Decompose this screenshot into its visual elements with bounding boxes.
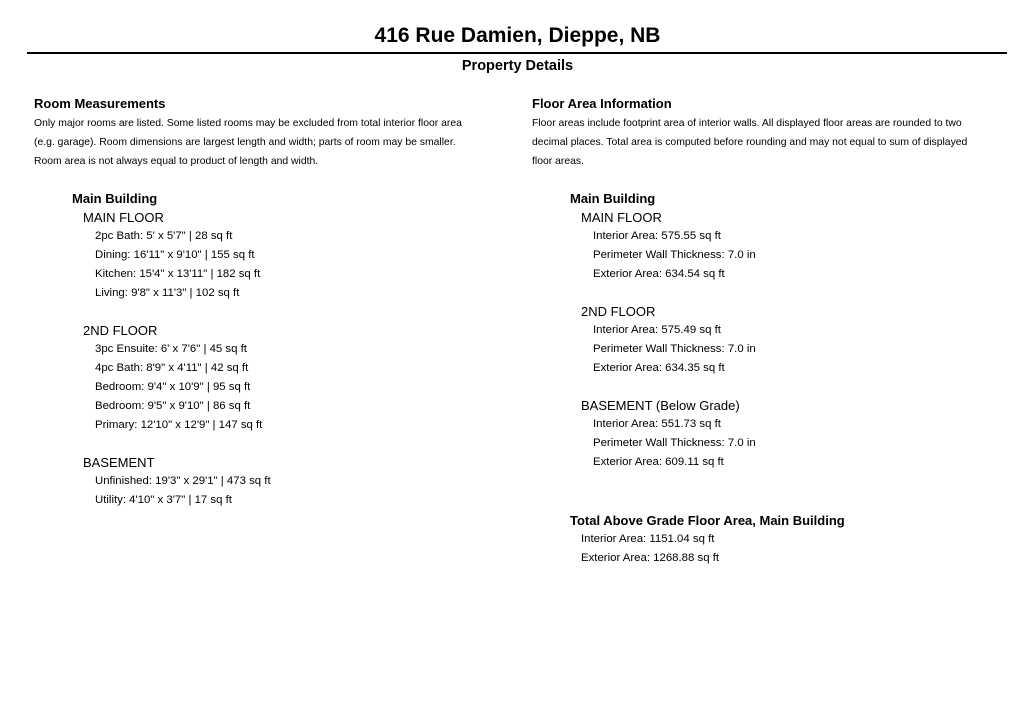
room-item: 4pc Bath: 8'9" x 4'11" | 42 sq ft (95, 362, 249, 374)
total-item: Exterior Area: 1268.88 sq ft (581, 552, 720, 564)
building-heading: Main Building (570, 191, 656, 206)
note-line: floor areas. (532, 156, 584, 167)
room-item: Primary: 12'10" x 12'9" | 147 sq ft (95, 419, 263, 431)
area-item: Interior Area: 575.49 sq ft (593, 324, 721, 336)
area-item: Exterior Area: 609.11 sq ft (593, 456, 724, 468)
note-line: Floor areas include footprint area of interior walls. All displayed floor areas are rounded to two (532, 118, 962, 129)
total-area-block (570, 511, 845, 568)
note-line: decimal places. Total area is computed before rounding and may not equal to sum of displayed (532, 137, 968, 148)
area-item: Interior Area: 551.73 sq ft (593, 418, 721, 430)
note-line: Room area is not always equal to product of length and width. (34, 156, 319, 167)
floor-heading: 2ND FLOOR (83, 323, 158, 338)
area-item: Exterior Area: 634.54 sq ft (593, 268, 725, 280)
area-item: Interior Area: 575.55 sq ft (593, 230, 721, 242)
total-heading: Total Above Grade Floor Area, Main Building (570, 513, 845, 528)
area-item: Perimeter Wall Thickness: 7.0 in (593, 437, 756, 449)
room-item: Bedroom: 9'4" x 10'9" | 95 sq ft (95, 381, 251, 393)
note-line: Only major rooms are listed. Some listed rooms may be excluded from total interior floor area (34, 118, 462, 129)
note-line: (e.g. garage). Room dimensions are largest length and width; parts of room may be smaller. (34, 137, 456, 148)
page-subtitle: Property Details (461, 58, 574, 74)
floor-heading: BASEMENT (83, 455, 155, 470)
floor-area-section (532, 95, 1022, 171)
section-note (34, 114, 514, 171)
building-heading: Main Building (72, 191, 158, 206)
room-item: 2pc Bath: 5' x 5'7" | 28 sq ft (95, 230, 233, 242)
section-heading: Floor Area Information (532, 96, 672, 111)
room-list (72, 189, 271, 510)
total-item: Interior Area: 1151.04 sq ft (581, 533, 715, 545)
floor-area-list (570, 189, 756, 472)
area-item: Exterior Area: 634.35 sq ft (593, 362, 725, 374)
room-measurements-section (34, 95, 514, 171)
floor-heading: 2ND FLOOR (581, 304, 656, 319)
section-note (532, 114, 1022, 171)
room-item: Dining: 16'11" x 9'10" | 155 sq ft (95, 249, 255, 261)
area-item: Perimeter Wall Thickness: 7.0 in (593, 343, 756, 355)
room-item: Bedroom: 9'5" x 9'10" | 86 sq ft (95, 400, 251, 412)
floor-heading: MAIN FLOOR (581, 210, 662, 225)
area-item: Perimeter Wall Thickness: 7.0 in (593, 249, 756, 261)
room-item: Living: 9'8" x 11'3" | 102 sq ft (95, 287, 240, 299)
floor-heading: BASEMENT (Below Grade) (581, 398, 740, 413)
floor-heading: MAIN FLOOR (83, 210, 164, 225)
title-divider (27, 52, 1007, 54)
room-item: Unfinished: 19'3" x 29'1" | 473 sq ft (95, 475, 271, 487)
page-title: 416 Rue Damien, Dieppe, NB (374, 24, 661, 47)
room-item: Utility: 4'10" x 3'7" | 17 sq ft (95, 494, 232, 506)
room-item: Kitchen: 15'4" x 13'11" | 182 sq ft (95, 268, 261, 280)
section-heading: Room Measurements (34, 96, 166, 111)
room-item: 3pc Ensuite: 6' x 7'6" | 45 sq ft (95, 343, 247, 355)
